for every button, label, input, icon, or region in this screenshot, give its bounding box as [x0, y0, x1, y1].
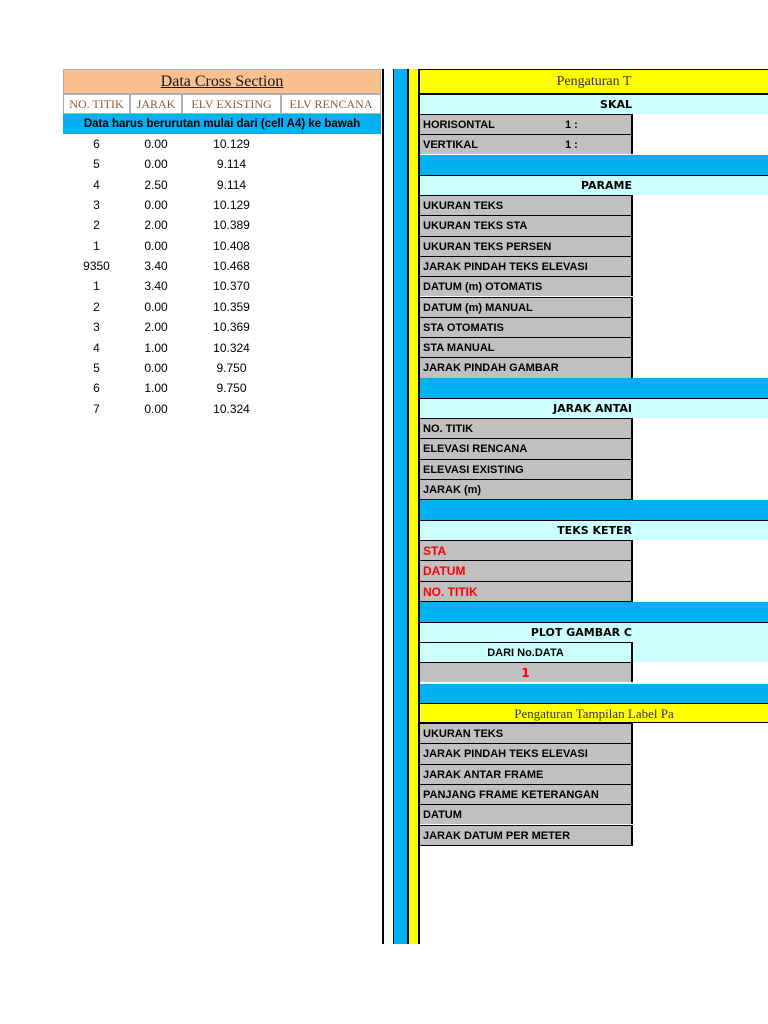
header-no-titik[interactable]: NO. TITIK	[63, 94, 130, 114]
jarak-row[interactable]: ELEVASI EXISTING	[420, 459, 633, 479]
cell-elv-existing[interactable]: 9.750	[216, 360, 247, 375]
label-row[interactable]: JARAK ANTAR FRAME	[420, 764, 633, 784]
table-row[interactable]	[63, 236, 381, 256]
vertikal-ratio: 1 :	[565, 139, 578, 151]
parameter-row[interactable]: STA MANUAL	[420, 337, 633, 357]
cell-elv-rencana[interactable]	[281, 175, 381, 195]
parameter-row[interactable]: STA OTOMATIS	[420, 317, 633, 337]
cell-no-titik[interactable]: 4	[93, 177, 100, 192]
jarak-row[interactable]: ELEVASI RENCANA	[420, 438, 633, 458]
horisontal-label: HORISONTAL	[423, 119, 495, 131]
label-row[interactable]: JARAK PINDAH TEKS ELEVASI	[420, 743, 633, 763]
teks-row[interactable]: NO. TITIK	[420, 581, 633, 601]
section-teks-keterangan	[420, 520, 768, 540]
jarak-row[interactable]: NO. TITIK	[420, 418, 633, 438]
data-cross-section-title: Data Cross Section	[63, 69, 381, 94]
table-row[interactable]	[63, 215, 381, 235]
table-row[interactable]	[63, 175, 381, 195]
teks-row[interactable]: STA	[420, 540, 633, 560]
cell-no-titik[interactable]: 3	[93, 198, 100, 213]
cell-no-titik[interactable]: 2	[93, 218, 100, 233]
cell-no-titik[interactable]: 6	[93, 381, 100, 396]
cell-no-titik[interactable]: 2	[93, 299, 100, 314]
table-row[interactable]	[63, 358, 381, 378]
table-row[interactable]	[63, 317, 381, 337]
cell-elv-rencana[interactable]	[281, 236, 381, 256]
label-row[interactable]: JARAK DATUM PER METER	[420, 825, 633, 845]
row-horisontal[interactable]	[420, 114, 633, 134]
cell-elv-rencana[interactable]	[281, 195, 381, 215]
cell-elv-rencana[interactable]	[281, 256, 381, 276]
cell-elv-rencana[interactable]	[281, 378, 381, 398]
cell-elv-rencana[interactable]	[281, 399, 381, 419]
parameter-row[interactable]: UKURAN TEKS	[420, 195, 633, 215]
cell-no-titik[interactable]: 3	[93, 320, 100, 335]
cell-jarak[interactable]: 0.00	[144, 299, 168, 314]
cell-jarak[interactable]: 0.00	[144, 157, 168, 172]
cell-elv-rencana[interactable]	[281, 338, 381, 358]
label-row[interactable]: PANJANG FRAME KETERANGAN	[420, 784, 633, 804]
cell-no-titik[interactable]: 7	[93, 401, 100, 416]
cell-jarak[interactable]: 2.50	[144, 177, 168, 192]
cell-jarak[interactable]: 0.00	[144, 238, 168, 253]
cell-elv-existing[interactable]: 10.370	[213, 279, 250, 294]
left-table-header	[63, 94, 381, 114]
cell-jarak[interactable]: 0.00	[144, 137, 168, 151]
cell-elv-existing[interactable]: 10.129	[213, 137, 250, 151]
cell-elv-existing[interactable]: 10.324	[213, 401, 250, 416]
table-row[interactable]	[63, 195, 381, 215]
section-parameter-label: PARAME	[580, 179, 632, 192]
divider-line	[393, 69, 394, 944]
parameter-row[interactable]: UKURAN TEKS PERSEN	[420, 236, 633, 256]
table-row[interactable]	[63, 399, 381, 419]
horisontal-ratio: 1 :	[565, 119, 578, 131]
cell-jarak[interactable]: 0.00	[144, 360, 168, 375]
cell-no-titik[interactable]: 1	[93, 238, 100, 253]
section-skala-label: SKAL	[600, 98, 632, 111]
section-plot-gambar-label: PLOT GAMBAR C	[530, 626, 632, 639]
table-row[interactable]	[63, 338, 381, 358]
cell-no-titik[interactable]: 5	[93, 360, 100, 375]
separator	[420, 684, 768, 704]
cell-elv-rencana[interactable]	[281, 358, 381, 378]
table-row[interactable]	[63, 134, 381, 154]
table-row[interactable]	[63, 378, 381, 398]
blue-stripe	[394, 69, 408, 944]
cyan-fill	[633, 642, 768, 662]
label-settings-title: Pengaturan Tampilan Label Pa	[420, 703, 768, 723]
cell-elv-existing[interactable]: 9.114	[216, 177, 247, 192]
parameter-row[interactable]: JARAK PINDAH TEKS ELEVASI	[420, 256, 633, 276]
section-skala	[420, 94, 768, 114]
cell-jarak[interactable]: 3.40	[144, 279, 168, 294]
table-row[interactable]	[63, 256, 381, 276]
dari-no-data-value[interactable]: 1	[420, 662, 633, 682]
cell-jarak[interactable]: 2.00	[144, 218, 168, 233]
parameter-row[interactable]: DATUM (m) OTOMATIS	[420, 276, 633, 296]
table-row[interactable]	[63, 276, 381, 296]
cell-jarak[interactable]: 1.00	[144, 381, 168, 396]
label-row[interactable]: DATUM	[420, 804, 633, 824]
cell-jarak[interactable]: 2.00	[144, 320, 168, 335]
parameter-row[interactable]: UKURAN TEKS STA	[420, 215, 633, 235]
cell-elv-existing[interactable]: 10.369	[213, 320, 250, 335]
settings-title: Pengaturan T	[420, 69, 768, 94]
header-elv-rencana[interactable]: ELV RENCANA	[281, 94, 381, 114]
separator	[420, 378, 768, 398]
label-row[interactable]: UKURAN TEKS	[420, 723, 633, 743]
header-elv-existing[interactable]: ELV EXISTING	[182, 94, 281, 114]
yellow-stripe	[409, 69, 418, 944]
section-parameter	[420, 175, 768, 195]
divider-line	[382, 69, 384, 944]
table-row[interactable]	[63, 297, 381, 317]
cell-elv-existing[interactable]: 10.408	[213, 238, 250, 253]
cell-elv-existing[interactable]: 9.114	[216, 157, 247, 172]
parameter-row[interactable]: JARAK PINDAH GAMBAR	[420, 357, 633, 377]
cell-jarak[interactable]: 0.00	[144, 198, 168, 213]
separator	[420, 155, 768, 175]
header-jarak[interactable]: JARAK	[130, 94, 182, 114]
cell-no-titik[interactable]: 1	[93, 279, 100, 294]
instruction-note: Data harus berurutan mulai dari (cell A4) ke bawah	[63, 114, 381, 134]
cell-no-titik[interactable]: 6	[93, 137, 100, 151]
row-border	[420, 845, 633, 846]
row-vertikal[interactable]	[420, 134, 633, 154]
cell-elv-rencana[interactable]	[281, 134, 381, 154]
cell-elv-existing[interactable]: 10.129	[213, 198, 250, 213]
cell-elv-existing[interactable]: 10.468	[213, 259, 250, 274]
section-teks-keterangan-label: TEKS KETER	[557, 524, 632, 537]
cell-jarak[interactable]: 1.00	[144, 340, 168, 355]
cell-jarak[interactable]: 0.00	[144, 401, 168, 416]
dari-no-data-label: DARI No.DATA	[420, 642, 633, 662]
separator	[420, 602, 768, 622]
cell-no-titik[interactable]: 4	[93, 340, 100, 355]
cell-elv-rencana[interactable]	[281, 276, 381, 296]
cell-no-titik[interactable]: 5	[93, 157, 100, 172]
cell-no-titik[interactable]: 9350	[83, 259, 110, 274]
cell-elv-rencana[interactable]	[281, 317, 381, 337]
cell-elv-existing[interactable]: 10.389	[213, 218, 250, 233]
cell-elv-rencana[interactable]	[281, 154, 381, 174]
teks-row[interactable]: DATUM	[420, 560, 633, 580]
cell-elv-existing[interactable]: 9.750	[216, 381, 247, 396]
section-plot-gambar	[420, 622, 768, 642]
cell-jarak[interactable]: 3.40	[144, 259, 168, 274]
cell-elv-rencana[interactable]	[281, 297, 381, 317]
section-jarak-antar	[420, 398, 768, 418]
separator	[420, 500, 768, 520]
cell-elv-existing[interactable]: 10.359	[213, 299, 250, 314]
section-jarak-antar-label: JARAK ANTAI	[553, 402, 632, 415]
table-row[interactable]	[63, 154, 381, 174]
jarak-row[interactable]: JARAK (m)	[420, 479, 633, 499]
cell-elv-rencana[interactable]	[281, 215, 381, 235]
vertikal-label: VERTIKAL	[423, 139, 478, 151]
cell-elv-existing[interactable]: 10.324	[213, 340, 250, 355]
parameter-row[interactable]: DATUM (m) MANUAL	[420, 297, 633, 317]
